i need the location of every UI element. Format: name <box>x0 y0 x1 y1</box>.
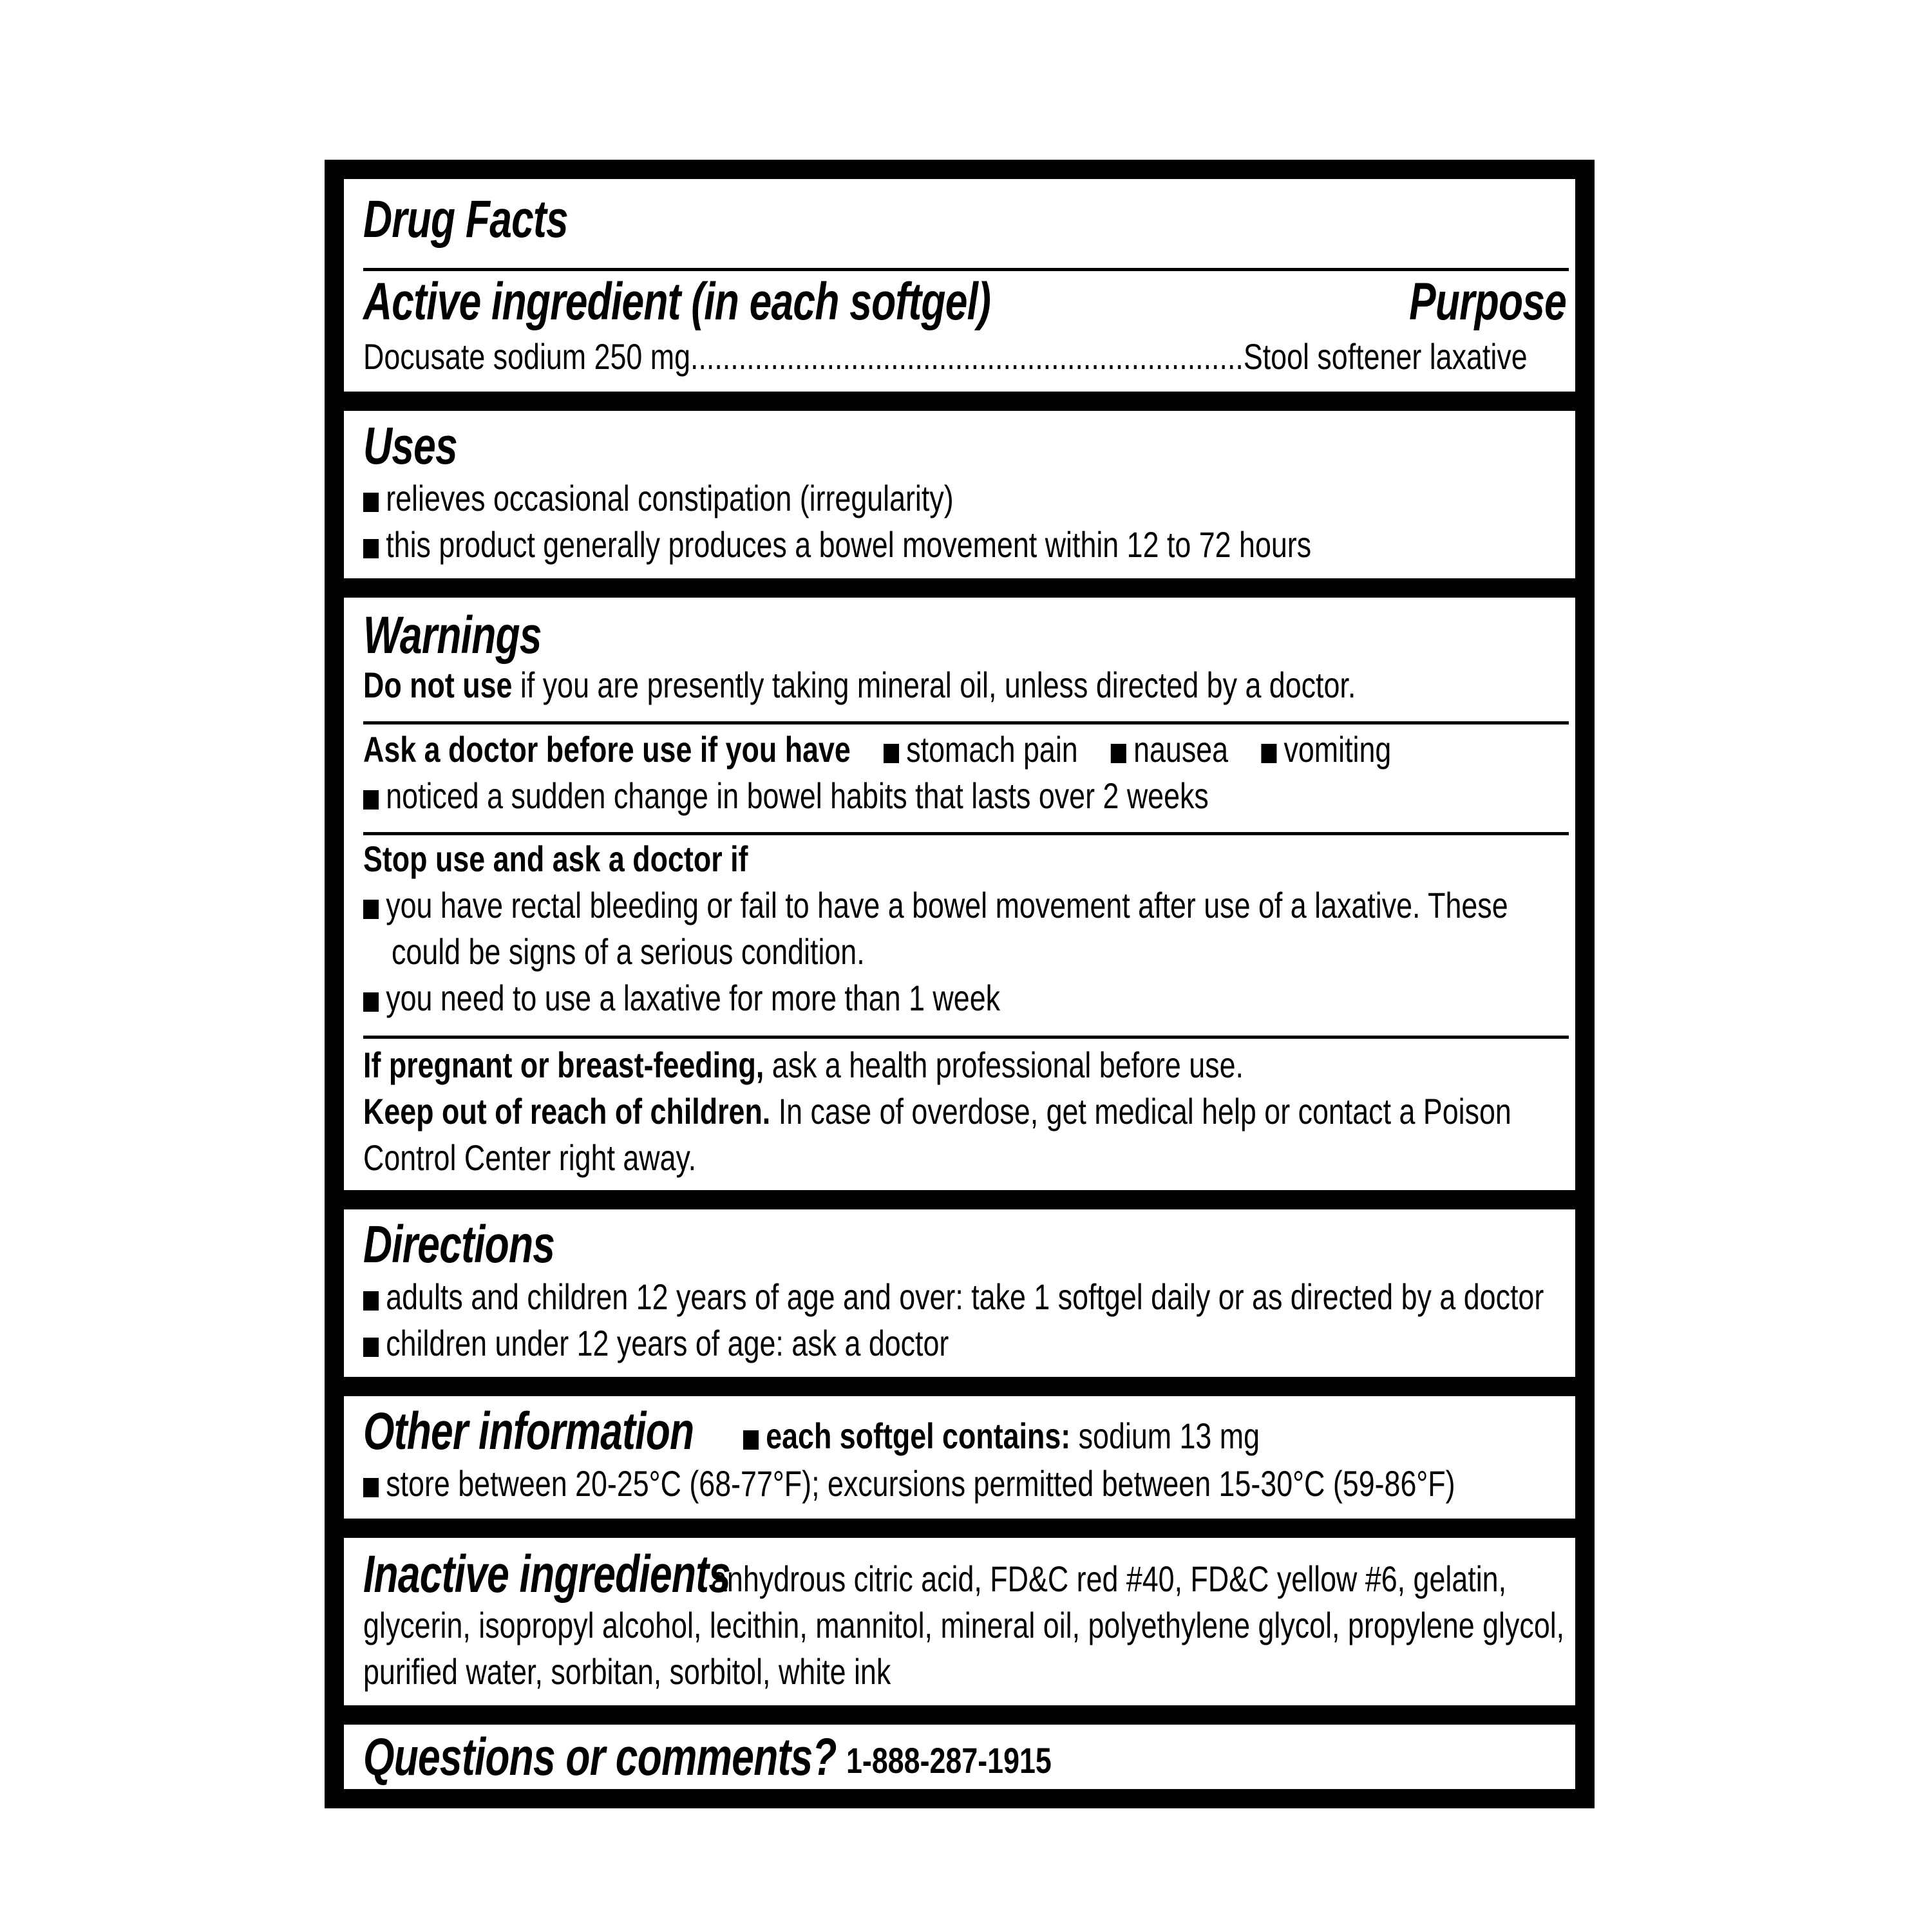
bullet-icon <box>1111 744 1126 763</box>
children-row-continuation: Control Center right away. <box>363 1137 697 1178</box>
inactive-line: purified water, sorbitan, sorbitol, white ink <box>363 1651 891 1692</box>
divider <box>363 721 1569 724</box>
list-item: store between 20-25°C (68-77°F); excursions permitted between 15-30°C (59-86°F) <box>363 1461 1455 1507</box>
children-row: Keep out of reach of children. In case of overdose, get medical help or contact a Poison <box>363 1091 1511 1132</box>
divider <box>363 832 1569 835</box>
inactive-ingredients-panel <box>344 1538 1575 1705</box>
bullet-icon <box>363 1338 379 1357</box>
purpose-heading: Purpose <box>1408 272 1566 331</box>
leader-dots: ..................................................................... <box>690 336 1244 377</box>
uses-heading: Uses <box>363 417 457 475</box>
divider <box>363 268 1569 271</box>
bullet-icon <box>363 539 379 558</box>
list-item: noticed a sudden change in bowel habits that lasts over 2 weeks <box>363 773 1209 819</box>
active-ingredient-heading: Active ingredient (in each softgel) <box>363 272 991 331</box>
softgel-contents: each softgel contains: sodium 13 mg <box>743 1413 1260 1459</box>
questions-panel <box>344 1725 1575 1789</box>
bullet-icon <box>363 900 379 919</box>
active-ingredient-row <box>363 334 1528 380</box>
list-item: you need to use a laxative for more than 1 week <box>363 975 1000 1021</box>
active-ingredient-panel <box>344 179 1575 392</box>
ask-doctor-row: Ask a doctor before use if you have stomach pain nausea vomiting <box>363 729 1392 770</box>
other-information-panel <box>344 1396 1575 1519</box>
uses-panel <box>344 411 1575 578</box>
list-item: this product generally produces a bowel movement within 12 to 72 hours <box>363 522 1311 568</box>
ingredient-name: Docusate sodium 250 mg <box>363 336 691 377</box>
bullet-icon <box>743 1430 759 1450</box>
questions-heading: Questions or comments? <box>363 1728 837 1786</box>
warnings-panel <box>344 598 1575 1190</box>
divider <box>363 1036 1569 1039</box>
bullet-icon <box>363 493 379 512</box>
stop-use-heading: Stop use and ask a doctor if <box>363 838 748 879</box>
bullet-icon <box>363 992 379 1012</box>
bullet-icon <box>363 1478 379 1497</box>
other-information-heading: Other information <box>363 1402 694 1461</box>
list-item: you have rectal bleeding or fail to have a bowel movement after use of a laxative. These <box>363 882 1508 929</box>
list-item: relieves occasional constipation (irregularity) <box>363 475 954 522</box>
phone-number: 1-888-287-1915 <box>846 1740 1052 1781</box>
inactive-line: glycerin, isopropyl alcohol, lecithin, mannitol, mineral oil, polyethylene glycol, propylene glycol, <box>363 1605 1565 1645</box>
list-item: adults and children 12 years of age and over: take 1 softgel daily or as directed by a doctor <box>363 1274 1544 1320</box>
ingredient-purpose: Stool softener laxative <box>1243 336 1528 377</box>
list-item: children under 12 years of age: ask a doctor <box>363 1320 949 1367</box>
bullet-icon <box>1261 744 1276 763</box>
phone-row <box>846 1738 1052 1784</box>
drug-facts-title: Drug Facts <box>363 190 568 249</box>
bullet-icon <box>884 744 899 763</box>
directions-panel <box>344 1209 1575 1377</box>
bullet-icon <box>363 1291 379 1311</box>
bullet-icon <box>363 790 379 810</box>
drug-facts-label <box>325 160 1595 1808</box>
inactive-ingredients-heading: Inactive ingredients <box>363 1545 731 1604</box>
do-not-use-row: Do not use if you are presently taking mineral oil, unless directed by a doctor. <box>363 665 1356 705</box>
directions-heading: Directions <box>363 1215 555 1274</box>
inactive-line: anhydrous citric acid, FD&C red #40, FD&C yellow #6, gelatin, <box>711 1558 1507 1599</box>
list-item-continuation: could be signs of a serious condition. <box>392 931 865 972</box>
pregnant-row: If pregnant or breast-feeding, ask a health professional before use. <box>363 1045 1244 1085</box>
warnings-heading: Warnings <box>363 606 542 665</box>
